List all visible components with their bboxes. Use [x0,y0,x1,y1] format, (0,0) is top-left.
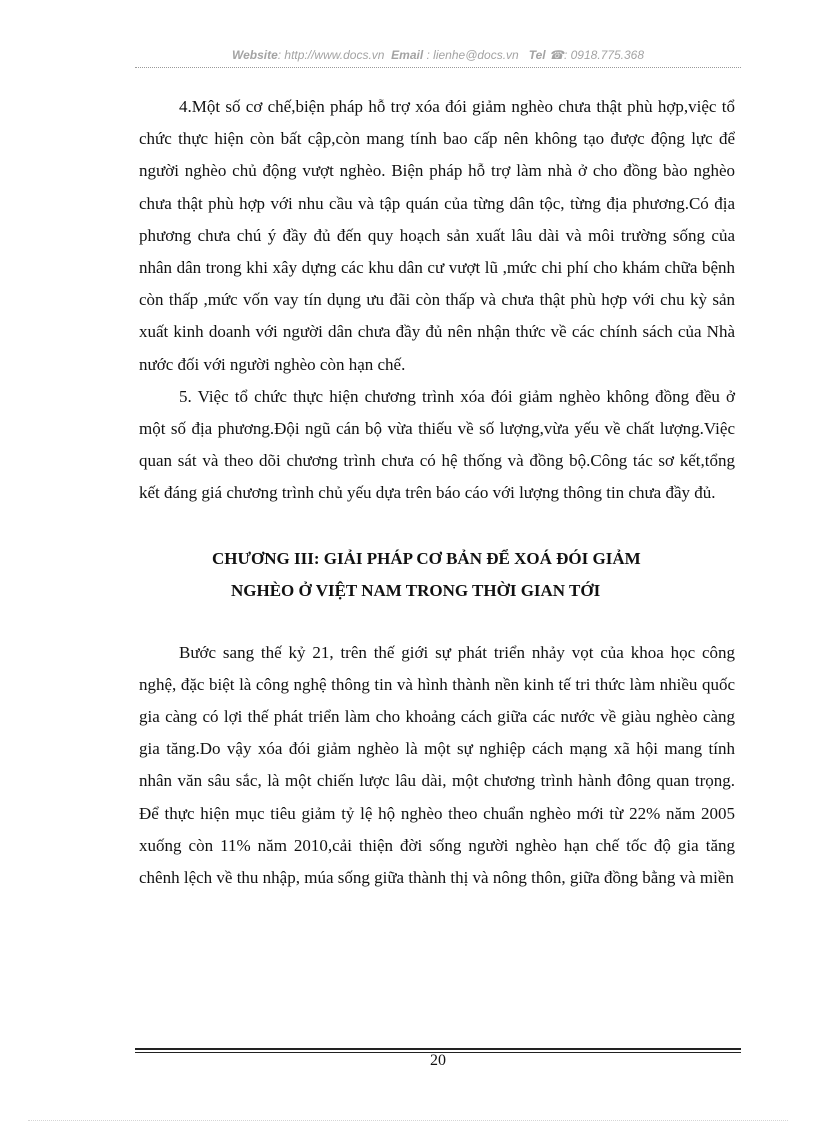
footer-divider-thick [135,1048,741,1050]
email-value: : lienhe@docs.vn [426,48,519,62]
page-number: 20 [430,1052,446,1069]
website-label: Website [231,48,278,62]
website-value: : http://www.docs.vn [277,48,385,62]
document-body [139,91,735,894]
phone-icon: ☎ [549,48,564,62]
email-label: Email [391,48,424,62]
page-header [135,48,741,62]
header-divider [135,67,741,68]
paragraph-3: Bước sang thế kỷ 21, trên thế giới sự phát triển nhảy vọt của khoa học công nghệ, đặc biệt là công nghệ thông tin và hình thành nền kinh tế tri thức làm nhiều quốc gia càng có lợi thế phát triển làm cho khoảng cách giữa các nước về giàu nghèo càng gia tăng.Do vậy xóa đói giảm nghèo là một sự nghiệp cách mạng xã hội mang tính nhân văn sâu sắc, là một chiến lược lâu dài, một chương trình hành đông quan trọng. Để thực hiện mục tiêu giảm tỷ lệ hộ nghèo theo chuẩn nghèo mới từ 22% năm 2005 xuống còn 11% năm 2010,cải thiện đời sống người nghèo hạn chế tốc độ gia tăng chênh lệch về thu nhập, múa sống giữa thành thị và nông thôn, giữa đồng bằng và miền [139,642,735,888]
chapter-heading-line-1: CHƯƠNG III: GIẢI PHÁP CƠ BẢN ĐỂ XOÁ ĐÓI GIẢM [212,548,641,568]
paragraph-1: 4.Một số cơ chế,biện pháp hỗ trợ xóa đói giảm nghèo chưa thật phù hợp,việc tổ chức thực hiện còn bất cập,còn mang tính bao cấp nên không tạo được động lực để người nghèo chủ động vượt nghèo. Biện pháp hỗ trợ làm nhà ở cho đồng bào nghèo chưa thật phù hợp với nhu cầu và tập quán của từng dân tộc, từng địa phương.Có địa phương chưa chú ý đầy đủ đến quy hoạch sản xuất lâu dài và môi trường sống của nhân dân trong khi xây dựng các khu dân cư vượt lũ ,mức chi phí cho khám chữa bệnh còn thấp ,mức vốn vay tín dụng ưu đãi còn thấp và chưa thật phù hợp với chu kỳ sản xuất kinh doanh với người dân chưa đầy đủ nên nhận thức về các chính sách của Nhà nước đối với người nghèo còn hạn chế. [139,97,735,374]
paragraph-2: 5. Việc tổ chức thực hiện chương trình xóa đói giảm nghèo không đồng đều ở một số địa phương.Đội ngũ cán bộ vừa thiếu về số lượng,vừa yếu về chất lượng.Việc quan sát và theo dõi chương trình chưa có hệ thống và đồng bộ.Công tác sơ kết,tổng kết đáng giá chương trình chủ yếu dựa trên báo cáo với lượng thông tin chưa đầy đủ. [139,386,735,503]
tel-value: : 0918.775.368 [563,48,645,62]
tel-label: Tel [528,48,546,62]
chapter-heading-line-2: NGHÈO Ở VIỆT NAM TRONG THỜI GIAN TỚI [231,580,601,600]
page-edge-dots [28,1120,788,1121]
